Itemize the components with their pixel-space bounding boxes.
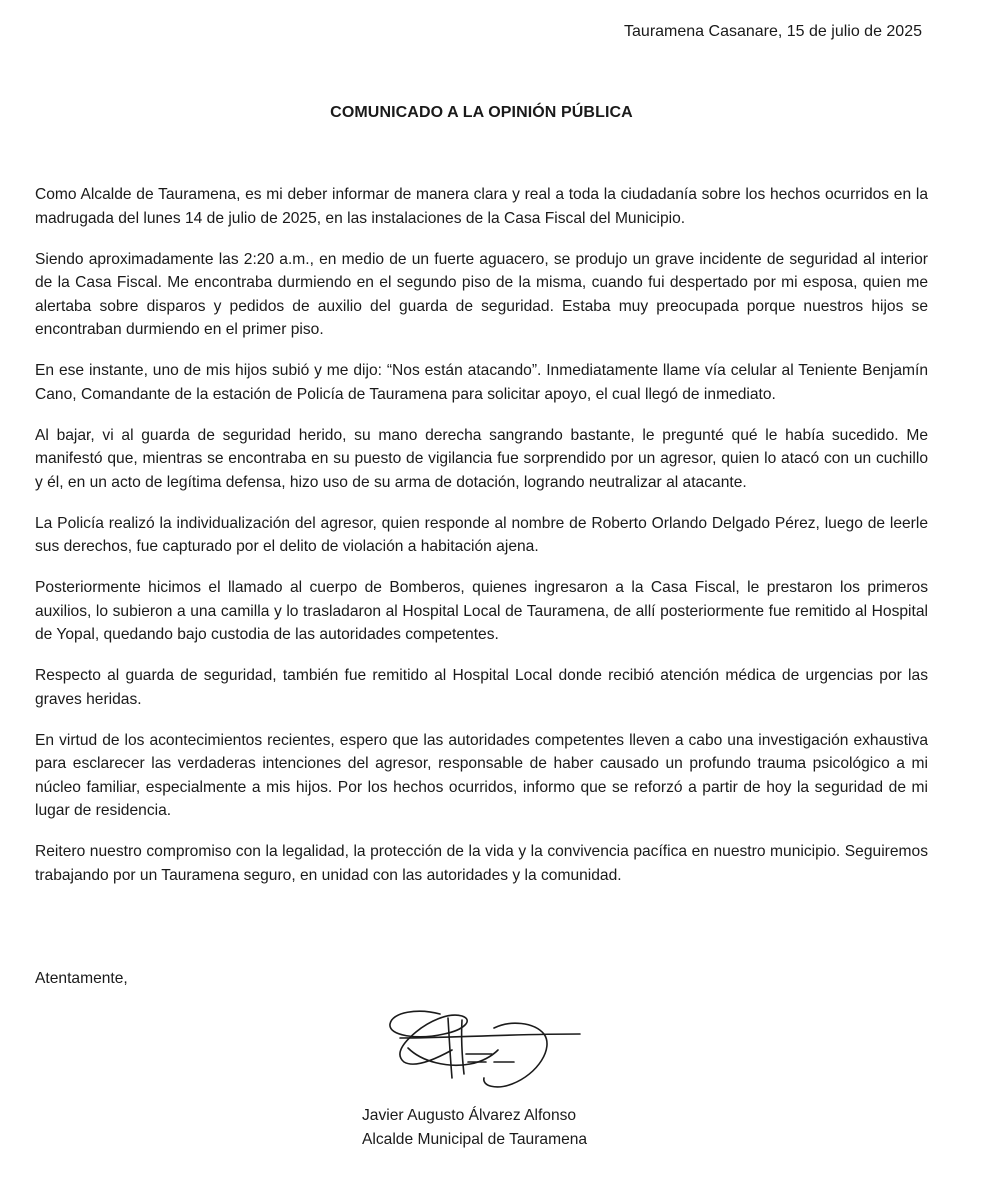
signer-role: Alcalde Municipal de Tauramena [362, 1131, 588, 1148]
paragraph-4: Al bajar, vi al guarda de seguridad herido, su mano derecha sangrando bastante, le pregunté qué le había sucedido. Me manifestó que, mientras se encontraba en su puesto de vigilancia fue sorprendido por un agresor, quien lo atacó con un cuchillo y él, en un acto de legítima defensa, hizo uso de su arma de dotación, logrando neutralizar al atacante. [35, 426, 928, 491]
paragraph-7: Respecto al guarda de seguridad, también fue remitido al Hospital Local donde recibió atención médica de urgencias por las graves heridas. [35, 667, 928, 708]
document-body [35, 183, 928, 905]
paragraph-1: Como Alcalde de Tauramena, es mi deber informar de manera clara y real a toda la ciudadanía sobre los hechos ocurridos en la madrugada del lunes 14 de julio de 2025, en las instalaciones de la Casa Fiscal del Municipio. [35, 186, 928, 227]
signer-name: Javier Augusto Álvarez Alfonso [362, 1107, 577, 1124]
document-title: COMUNICADO A LA OPINIÓN PÚBLICA [330, 104, 633, 121]
paragraph-5: La Policía realizó la individualización del agresor, quien responde al nombre de Roberto Orlando Delgado Pérez, luego de leerle sus derechos, fue capturado por el delito de violación a habitación ajena. [35, 514, 928, 555]
paragraph-3: En ese instante, uno de mis hijos subió y me dijo: “Nos están atacando”. Inmediatamente llame vía celular al Teniente Benjamín Cano, Comandante de la estación de Policía de Tauramena para solicitar apoyo, el cual llegó de inmediato. [35, 362, 928, 403]
paragraph-8: En virtud de los acontecimientos recientes, espero que las autoridades competentes lleven a cabo una investigación exhaustiva para esclarecer las verdaderas intenciones del agresor, responsable de haber causado un profundo trauma psicológico a mi núcleo familiar, especialmente a mis hijos. Por los hechos ocurridos, informo que se reforzó a partir de hoy la seguridad de mi lugar de residencia. [35, 731, 928, 819]
closing-salutation: Atentamente, [35, 970, 128, 987]
paragraph-2: Siendo aproximadamente las 2:20 a.m., en medio de un fuerte aguacero, se produjo un grave incidente de seguridad al interior de la Casa Fiscal. Me encontraba durmiendo en el segundo piso de la misma, cuando fui despertado por mi esposa, quien me alertaba sobre disparos y pedidos de auxilio del guarda de seguridad. Estaba muy preocupada porque nuestros hijos se encontraban durmiendo en el primer piso. [35, 250, 928, 338]
paragraph-6: Posteriormente hicimos el llamado al cuerpo de Bomberos, quienes ingresaron a la Casa Fiscal, le prestaron los primeros auxilios, lo subieron a una camilla y lo trasladaron al Hospital Local de Tauramena, de allí posteriormente fue remitido al Hospital de Yopal, quedando bajo custodia de las autoridades competentes. [35, 579, 928, 643]
paragraph-9: Reitero nuestro compromiso con la legalidad, la protección de la vida y la convivencia pacífica en nuestro municipio. Seguiremos trabajando por un Tauramena seguro, en unidad con las autoridades y la comunidad. [35, 843, 928, 884]
signature-icon [378, 1004, 582, 1094]
place-date: Tauramena Casanare, 15 de julio de 2025 [624, 23, 922, 40]
signer-block [362, 1104, 587, 1152]
